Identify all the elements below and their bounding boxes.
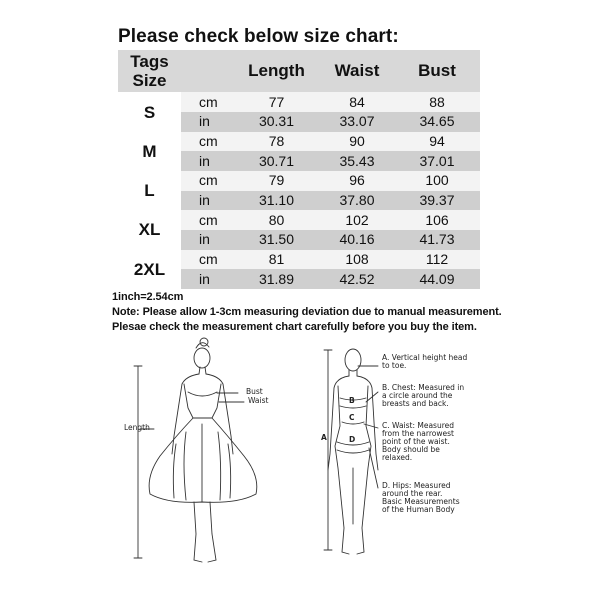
waist-cell: 102 [320,210,394,230]
waist-cell: 42.52 [320,269,394,289]
unit-cm: cm [181,210,233,230]
length-cell: 31.10 [233,191,320,211]
size-label: M [118,132,181,171]
header-length: Length [233,50,320,92]
measure-a-text: A. Vertical height head to toe. [382,353,468,370]
unit-cm: cm [181,171,233,191]
size-row-s-cm [118,92,480,112]
size-chart-header [118,50,480,92]
bust-cell: 39.37 [394,191,480,211]
measure-b-text: B. Chest: Measured in a circle around the breasts and back. [382,383,465,408]
waist-cell: 96 [320,171,394,191]
size-row-2xl-cm [118,250,480,270]
bust-cell: 106 [394,210,480,230]
letter-b: B [349,396,355,405]
header-tags-size: Tags Size [118,50,181,92]
bust-cell: 94 [394,132,480,152]
measure-d-text: D. Hips: Measured around the rear. Basic Measurements of the Human Body [382,481,460,514]
waist-cell: 37.80 [320,191,394,211]
letter-c: C [349,413,355,422]
unit-in: in [181,191,233,211]
unit-in: in [181,230,233,250]
size-label: L [118,171,181,210]
header-bust: Bust [394,50,480,92]
header-waist: Waist [320,50,394,92]
waist-cell: 90 [320,132,394,152]
bust-cell: 37.01 [394,151,480,171]
bust-cell: 100 [394,171,480,191]
length-cell: 30.71 [233,151,320,171]
letter-d: D [349,435,356,444]
unit-in: in [181,112,233,132]
waist-cell: 108 [320,250,394,270]
length-cell: 77 [233,92,320,112]
length-cell: 30.31 [233,112,320,132]
unit-cm: cm [181,132,233,152]
deviation-note: Note: Please allow 1-3cm measuring deviation due to manual measurement. [112,306,502,318]
unit-cm: cm [181,92,233,112]
length-cell: 80 [233,210,320,230]
length-cell: 31.89 [233,269,320,289]
measure-c-text: C. Waist: Measured from the narrowest point of the waist. Body should be relaxed. [382,421,455,462]
length-cell: 31.50 [233,230,320,250]
size-row-xl-cm [118,210,480,230]
size-label: XL [118,210,181,249]
waist-cell: 35.43 [320,151,394,171]
size-label: S [118,92,181,131]
dress-sketch-icon [116,336,500,590]
header-blank [181,50,233,92]
bust-cell: 41.73 [394,230,480,250]
size-row-m-cm [118,132,480,152]
size-chart-title: Please check below size chart: [118,26,399,47]
bust-cell: 44.09 [394,269,480,289]
unit-in: in [181,269,233,289]
unit-in: in [181,151,233,171]
length-cell: 81 [233,250,320,270]
length-cell: 79 [233,171,320,191]
length-label: Length [124,423,150,432]
measurement-illustration [116,336,500,590]
size-label: 2XL [118,250,181,289]
unit-cm: cm [181,250,233,270]
waist-cell: 84 [320,92,394,112]
bust-cell: 34.65 [394,112,480,132]
letter-a: A [321,433,327,442]
conversion-note: 1inch=2.54cm [112,291,184,303]
bust-cell: 112 [394,250,480,270]
size-row-l-cm [118,171,480,191]
length-cell: 78 [233,132,320,152]
bust-cell: 88 [394,92,480,112]
waist-label: Waist [248,396,269,405]
waist-cell: 33.07 [320,112,394,132]
size-chart-table [118,50,480,289]
bust-label: Bust [246,387,263,396]
check-note: Plesae check the measurement chart carefully before you buy the item. [112,321,477,333]
waist-cell: 40.16 [320,230,394,250]
